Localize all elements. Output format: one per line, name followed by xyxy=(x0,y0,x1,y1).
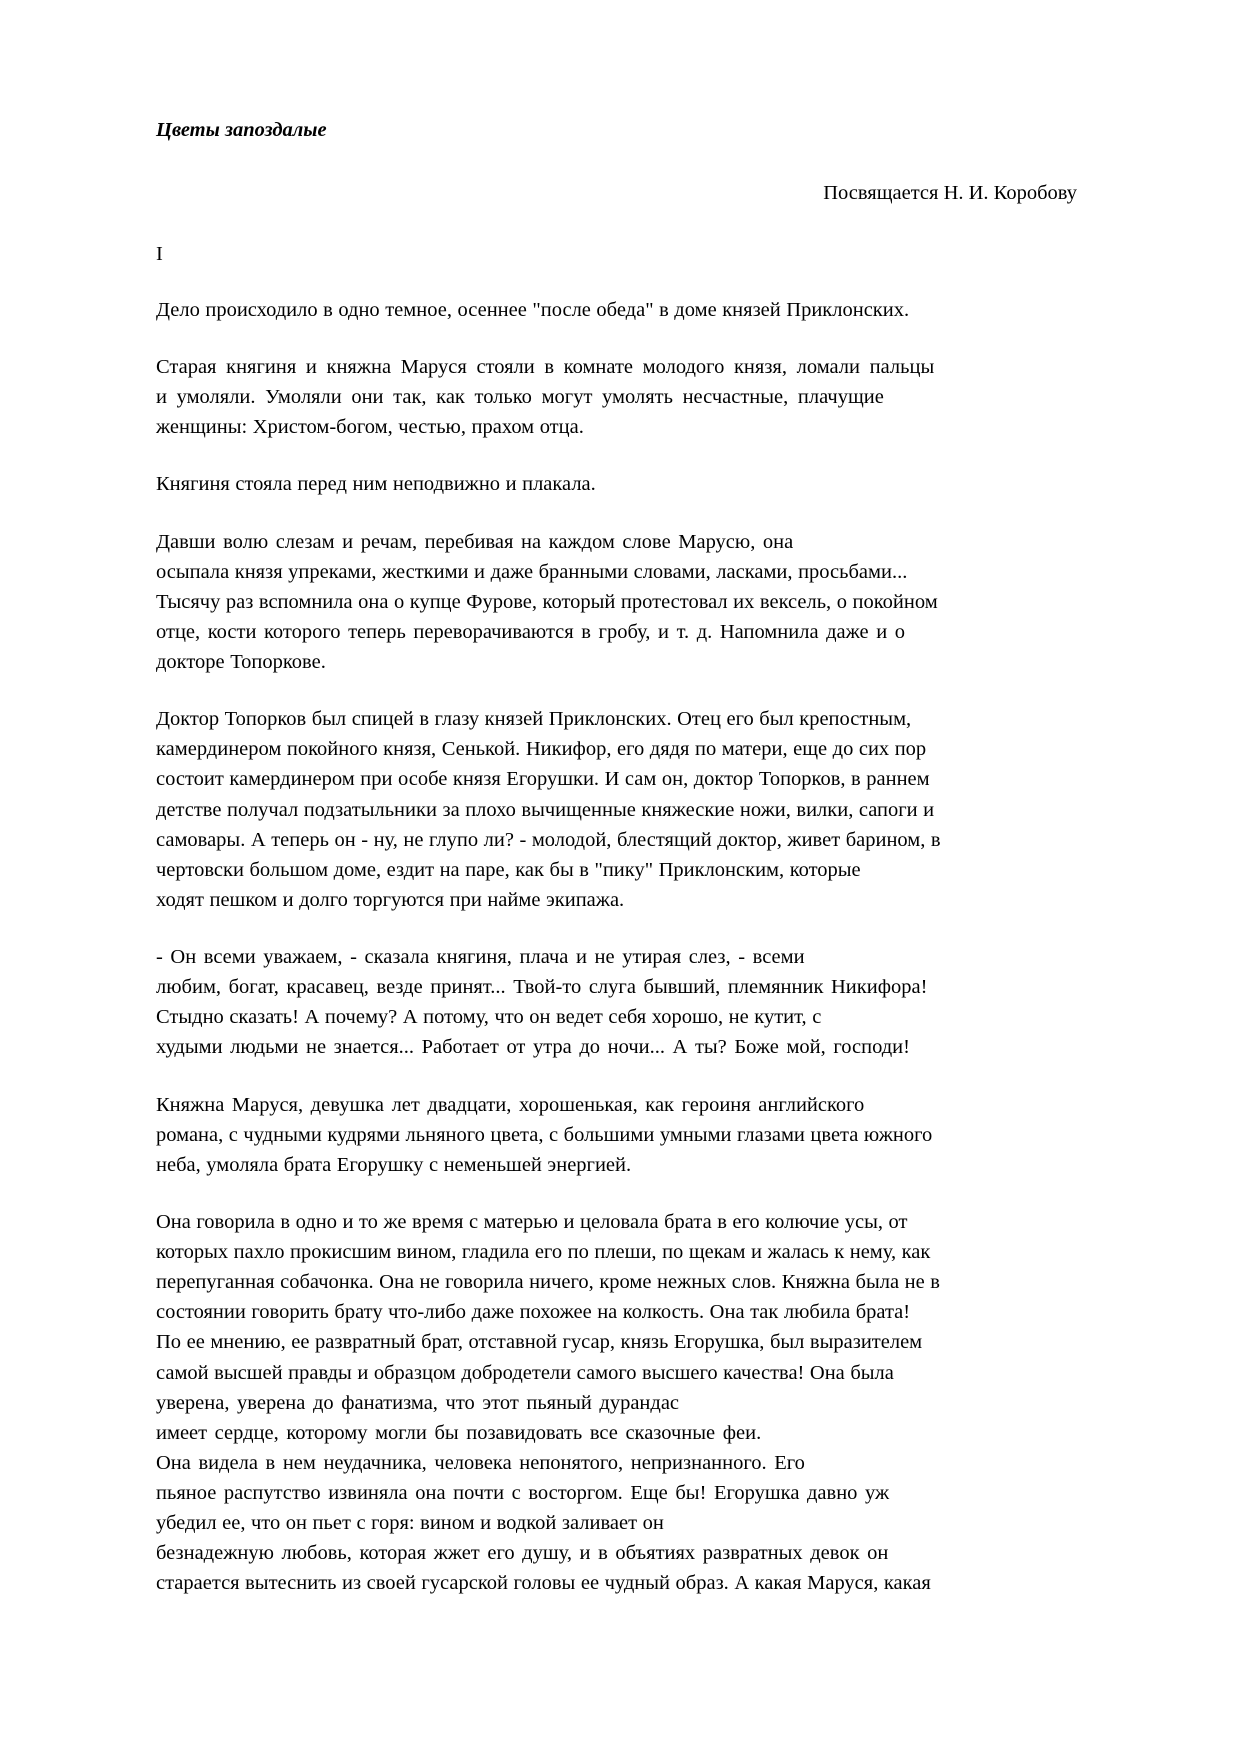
paragraph-line: отце, кости которого теперь переворачиваются в гробу, и т. д. Напомнила даже и о xyxy=(156,620,906,643)
paragraph-line: и умоляли. Умоляли они так, как только могут умолять несчастные, плачущие xyxy=(156,386,884,409)
paragraph-line: неба, умоляла брата Егорушку с неменьшей энергией. xyxy=(156,1153,632,1176)
paragraph-line: Старая княгиня и княжна Маруся стояли в комнате молодого князя, ломали пальцы xyxy=(156,356,935,378)
paragraph-line: которых пахло прокисшим вином, гладила его по плеши, по щекам и жалась к нему, как xyxy=(156,1241,931,1263)
paragraph-line: докторе Топоркове. xyxy=(156,651,326,673)
paragraph-4 xyxy=(156,527,1081,678)
paragraph-line: Она видела в нем неудачника, человека непонятого, непризнанного. Его xyxy=(156,1451,805,1474)
paragraph-line: самовары. А теперь он - ну, не глупо ли? - молодой, блестящий доктор, живет барином, в xyxy=(156,828,941,851)
paragraph-6 xyxy=(156,942,1081,1063)
paragraph-5 xyxy=(156,704,1081,915)
paragraph-8 xyxy=(156,1207,1081,1599)
paragraph-line: Она говорила в одно и то же время с матерью и целовала брата в его колючие усы, от xyxy=(156,1210,908,1233)
paragraph-line: Дело происходило в одно темное, осеннее "после обеда" в доме князей Приклонских. xyxy=(156,298,910,321)
paragraph-line: По ее мнению, ее развратный брат, отставной гусар, князь Егорушка, был выразителем xyxy=(156,1331,923,1354)
paragraph-line: самой высшей правды и образцом добродетели самого высшего качества! Она была xyxy=(156,1361,894,1384)
paragraph-line: чертовски большом доме, ездит на паре, как бы в "пику" Приклонским, которые xyxy=(156,858,861,881)
paragraph-line: Тысячу раз вспомнила она о купце Фурове, который протестовал их вексель, о покойном xyxy=(156,590,938,613)
paragraph-7 xyxy=(156,1090,1081,1180)
section-number: I xyxy=(156,243,163,266)
paragraph-line: худыми людьми не знается... Работает от утра до ночи... А ты? Боже мой, господи! xyxy=(156,1036,910,1059)
paragraph-line: романа, с чудными кудрями льняного цвета, с большими умными глазами цвета южного xyxy=(156,1123,933,1146)
paragraph-line: перепуганная собачонка. Она не говорила ничего, кроме нежных слов. Княжна была не в xyxy=(156,1271,940,1294)
paragraph-line: женщины: Христом-богом, честью, прахом отца. xyxy=(156,416,584,439)
dedication-line: Посвящается Н. И. Коробову xyxy=(823,181,1077,204)
paragraph-line: камердинером покойного князя, Сенькой. Никифор, его дядя по матери, еще до сих пор xyxy=(156,738,927,761)
paragraph-line: Княжна Маруся, девушка лет двадцати, хорошенькая, как героиня английского xyxy=(156,1093,865,1116)
paragraph-line: старается вытеснить из своей гусарской головы ее чудный образ. А какая Маруся, какая xyxy=(156,1572,931,1595)
paragraph-line: любим, богат, красавец, везде принят... Твой-то слуга бывший, племянник Никифора! xyxy=(156,976,928,999)
paragraph-line: Стыдно сказать! А почему? А потому, что он ведет себя хорошо, не кутит, с xyxy=(156,1006,822,1029)
paragraph-line: Доктор Топорков был спицей в глазу князей Приклонских. Отец его был крепостным, xyxy=(156,708,912,731)
paragraph-line: Княгиня стояла перед ним неподвижно и плакала. xyxy=(156,473,596,496)
paragraph-line: уверена, уверена до фанатизма, что этот пьяный дурандас xyxy=(156,1391,680,1414)
page-title: Цветы запоздалые xyxy=(156,119,327,141)
paragraph-line: пьяное распутство извиняла она почти с восторгом. Еще бы! Егорушка давно уж xyxy=(156,1482,890,1504)
paragraph-line: - Он всеми уважаем, - сказала княгиня, плача и не утирая слез, - всеми xyxy=(156,946,805,968)
paragraph-line: безнадежную любовь, которая жжет его душу, и в объятиях развратных девок он xyxy=(156,1542,889,1565)
paragraph-line: осыпала князя упреками, жесткими и даже бранными словами, ласками, просьбами... xyxy=(156,560,908,583)
paragraph-1 xyxy=(156,295,1081,325)
paragraph-line: ходят пешком и долго торгуются при найме экипажа. xyxy=(156,888,625,911)
paragraph-line: убедил ее, что он пьет с горя: вином и водкой заливает он xyxy=(156,1512,664,1535)
paragraph-line: состоянии говорить брату что-либо даже похожее на колкость. Она так любила брата! xyxy=(156,1301,911,1324)
paragraph-line: имеет сердце, которому могли бы позавидовать все сказочные феи. xyxy=(156,1421,762,1444)
paragraph-line: детстве получал подзатыльники за плохо вычищенные княжеские ножи, вилки, сапоги и xyxy=(156,798,935,821)
paragraph-2 xyxy=(156,352,1081,442)
paragraph-line: состоит камердинером при особе князя Егорушки. И сам он, доктор Топорков, в раннем xyxy=(156,768,930,791)
paragraph-line: Давши волю слезам и речам, перебивая на каждом слове Марусю, она xyxy=(156,530,794,553)
paragraph-3 xyxy=(156,469,1081,499)
